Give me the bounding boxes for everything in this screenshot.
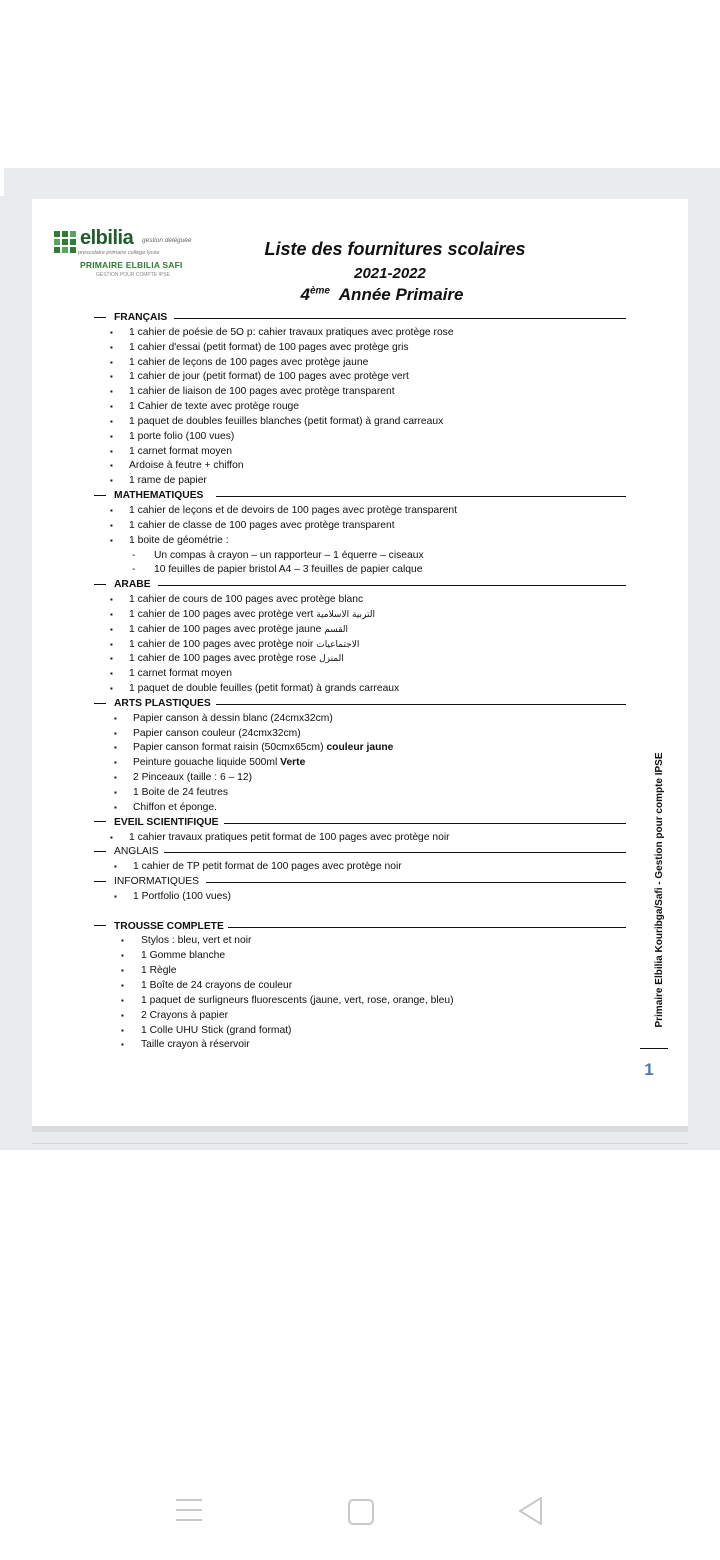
list-item: ▪ 1 cahier de leçons de 100 pages avec protège jaune <box>94 356 626 371</box>
page-number: 1 <box>644 1060 654 1079</box>
document-page <box>32 199 688 1126</box>
logo-school-name: PRIMAIRE ELBILIA SAFI <box>80 260 183 270</box>
grade-title: 4ème Année Primaire <box>300 285 464 304</box>
list-item: ▪ 1 Colle UHU Stick (grand format) <box>94 1024 626 1039</box>
list-item: ▪ 1 cahier de 100 pages avec protège jaune القسم <box>94 623 626 638</box>
home-icon[interactable] <box>348 1499 374 1525</box>
list-item: ▪ 1 paquet de doubles feuilles blanches (petit format) à grand carreaux <box>94 415 626 430</box>
list-item: ▪ Taille crayon à réservoir <box>94 1038 626 1053</box>
section-mathematiques: MATHEMATIQUES <box>94 489 626 504</box>
page-title: Liste des fournitures scolaires <box>264 239 526 259</box>
list-item: ▪ 1 Boite de 24 feutres <box>94 786 626 801</box>
section-eveil-scientifique: EVEIL SCIENTIFIQUE <box>94 816 626 831</box>
list-item: ▪ 1 cahier de cours de 100 pages avec protège blanc <box>94 593 626 608</box>
list-item: ▪ 1 cahier de jour (petit format) de 100 pages avec protège vert <box>94 370 626 385</box>
side-band <box>640 732 668 1049</box>
section-trousse-complete: TROUSSE COMPLETE <box>94 920 626 935</box>
school-year: 2021-2022 <box>354 265 426 282</box>
list-item: ▪ 1 cahier de TP petit format de 100 pages avec protège noir <box>94 860 626 875</box>
logo-subtitle: GESTION POUR COMPTE IPSE <box>96 272 170 278</box>
list-item: ▪ Papier canson format raisin (50cmx65cm) couleur jaune <box>94 741 626 756</box>
sub-item: - Un compas à crayon – un rapporteur – 1 équerre – ciseaux <box>94 549 626 564</box>
list-item: ▪ 1 cahier de 100 pages avec protège noir الاجتماعيات <box>94 638 626 653</box>
list-item: ▪ 1 porte folio (100 vues) <box>94 430 626 445</box>
recent-apps-icon[interactable] <box>176 1497 202 1523</box>
list-item: ▪ 1 cahier de liaison de 100 pages avec protège transparent <box>94 385 626 400</box>
list-item: ▪ 1 cahier de classe de 100 pages avec protège transparent <box>94 519 626 534</box>
list-item: ▪ 2 Pinceaux (taille : 6 – 12) <box>94 771 626 786</box>
list-item: ▪ 1 Boîte de 24 crayons de couleur <box>94 979 626 994</box>
section-arabe: ARABE <box>94 578 626 593</box>
list-item: ▪ 1 Portfolio (100 vues) <box>94 890 626 905</box>
section-francais: FRANÇAIS <box>94 311 626 326</box>
list-item: ▪ 1 cahier d'essai (petit format) de 100 pages avec protège gris <box>94 341 626 356</box>
back-icon[interactable] <box>518 1496 544 1526</box>
list-item: ▪ Ardoise à feutre + chiffon <box>94 459 626 474</box>
list-item: ▪ 1 cahier de poésie de 5O p: cahier travaux pratiques avec protège rose <box>94 326 626 341</box>
viewer-edge <box>0 168 4 196</box>
list-item: ▪ 1 Règle <box>94 964 626 979</box>
supplies-list <box>94 311 626 1053</box>
list-item: ▪ 1 cahier de 100 pages avec protège rose المنزل <box>94 652 626 667</box>
list-item: ▪ 1 rame de papier <box>94 474 626 489</box>
viewer-divider <box>32 1143 688 1144</box>
section-anglais: ANGLAIS <box>94 845 626 860</box>
list-item: ▪ Papier canson à dessin blanc (24cmx32cm) <box>94 712 626 727</box>
sub-item: - 10 feuilles de papier bristol A4 – 3 feuilles de papier calque <box>94 563 626 578</box>
list-item: ▪ Chiffon et éponge. <box>94 801 626 816</box>
list-item: ▪ 2 Crayons à papier <box>94 1009 626 1024</box>
section-arts-plastiques: ARTS PLASTIQUES <box>94 697 626 712</box>
list-item: ▪ 1 paquet de double feuilles (petit format) à grands carreaux <box>94 682 626 697</box>
list-item: ▪ 1 cahier de 100 pages avec protège vert التربية الاسلامية <box>94 608 626 623</box>
logo-tagline: gestion déléguée <box>142 237 192 244</box>
side-band-text: Primaire Elbilia Kouribga/Safi - Gestion pour compte IPSE <box>654 752 665 1028</box>
list-item: ▪ 1 paquet de surligneurs fluorescents (jaune, vert, rose, orange, bleu) <box>94 994 626 1009</box>
logo-brand: elbilia <box>80 227 134 249</box>
list-item: ▪ 1 cahier travaux pratiques petit format de 100 pages avec protège noir <box>94 831 626 846</box>
list-item: ▪ Stylos : bleu, vert et noir <box>94 934 626 949</box>
page-shadow <box>32 1126 688 1132</box>
list-item: ▪ Papier canson couleur (24cmx32cm) <box>94 727 626 742</box>
list-item: ▪ 1 boite de géométrie : <box>94 534 626 549</box>
logo-levels: préscolaire primaire collège lycée <box>78 250 160 256</box>
list-item: ▪ 1 carnet format moyen <box>94 445 626 460</box>
list-item: ▪ 1 Gomme blanche <box>94 949 626 964</box>
section-informatiques: INFORMATIQUES <box>94 875 626 890</box>
list-item: ▪ 1 cahier de leçons et de devoirs de 100 pages avec protège transparent <box>94 504 626 519</box>
list-item: ▪ 1 Cahier de texte avec protège rouge <box>94 400 626 415</box>
list-item: ▪ 1 carnet format moyen <box>94 667 626 682</box>
list-item: ▪ Peinture gouache liquide 500ml Verte <box>94 756 626 771</box>
